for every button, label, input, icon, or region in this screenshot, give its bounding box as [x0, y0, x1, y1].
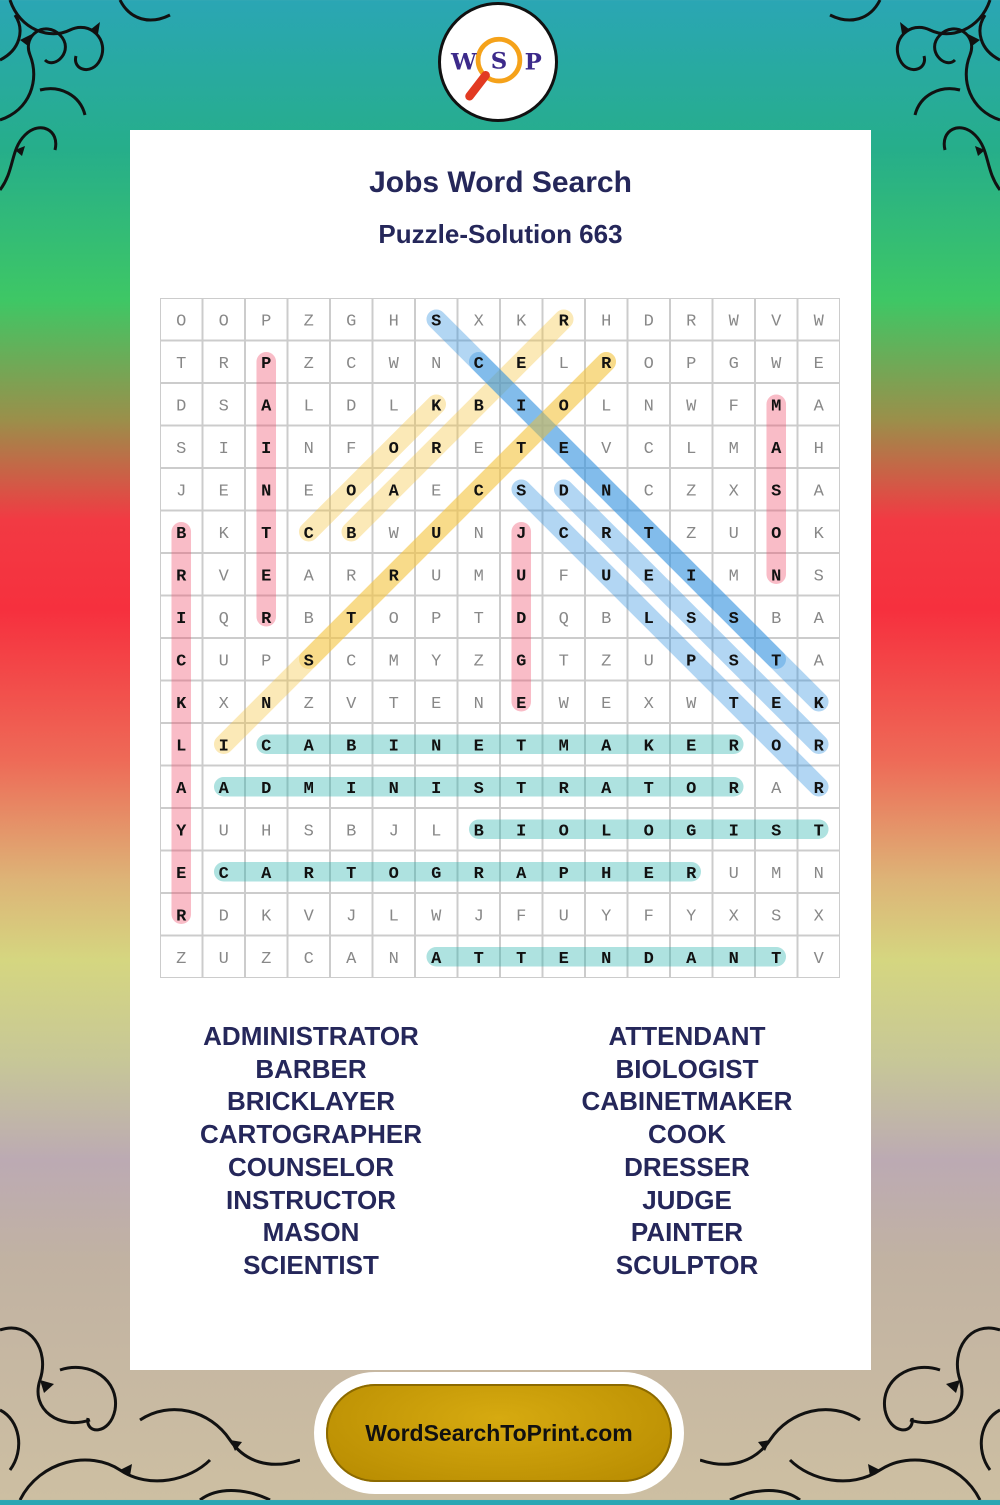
word-list-item: BIOLOGIST — [615, 1053, 759, 1084]
logo — [438, 2, 558, 122]
grid-letter: W — [388, 354, 399, 374]
grid-letter-found: A — [516, 864, 527, 884]
grid-letter: W — [388, 524, 399, 544]
grid-letter: J — [346, 907, 357, 927]
logo-letter-s: S — [490, 48, 508, 75]
grid-letter: I — [218, 439, 229, 459]
grid-letter: U — [218, 822, 229, 842]
grid-letter-found: R — [558, 312, 569, 332]
grid-letter-found: O — [771, 737, 782, 757]
grid-letter-found: S — [686, 609, 697, 629]
grid-letter: U — [218, 652, 229, 672]
grid-letter: X — [218, 694, 229, 714]
grid-letter-found: R — [686, 864, 697, 884]
grid-letter-found: R — [813, 779, 824, 799]
grid-letter-found: E — [686, 737, 697, 757]
grid-letter: N — [388, 949, 399, 969]
grid-letter-found: U — [431, 524, 442, 544]
grid-letter-found: B — [473, 822, 484, 842]
grid-letter: Z — [176, 949, 187, 969]
grid-letter: W — [771, 354, 782, 374]
site-link-label: WordSearchToPrint.com — [365, 1419, 633, 1446]
grid-letter: P — [261, 652, 272, 672]
grid-letter-found: T — [346, 609, 357, 629]
grid-letter: A — [813, 652, 824, 672]
grid-letter-found: T — [643, 524, 654, 544]
grid-letter: Y — [431, 652, 442, 672]
grid-letter-found: R — [388, 567, 399, 587]
grid-letter-found: J — [516, 524, 527, 544]
grid-letter-found: E — [516, 694, 527, 714]
grid-letter-found: E — [558, 439, 569, 459]
grid-letter-found: A — [601, 779, 612, 799]
grid-letter: V — [771, 312, 782, 332]
grid-letter: S — [303, 822, 314, 842]
grid-letter-found: I — [516, 397, 527, 417]
page-title: Jobs Word Search — [369, 166, 632, 199]
word-list-item: COOK — [648, 1119, 726, 1150]
grid-letter: E — [473, 439, 484, 459]
grid-letter: X — [728, 482, 739, 502]
grid-letter-found: D — [516, 609, 527, 629]
grid-letter: P — [686, 354, 697, 374]
word-list-item: CARTOGRAPHER — [200, 1119, 422, 1150]
grid-letter-found: H — [601, 864, 612, 884]
grid-letter-found: I — [388, 737, 399, 757]
grid-letter-found: R — [813, 737, 824, 757]
grid-letter: L — [303, 397, 314, 417]
grid-letter-found: O — [346, 482, 357, 502]
grid-letter: B — [601, 609, 612, 629]
grid-letter-found: B — [473, 397, 484, 417]
grid-letter: B — [771, 609, 782, 629]
grid-letter-found: R — [261, 609, 272, 629]
grid-letter: T — [473, 609, 484, 629]
site-link-button[interactable] — [326, 1384, 672, 1482]
grid-letter: O — [176, 312, 187, 332]
grid-letter: U — [728, 524, 739, 544]
grid-letter-found: N — [388, 779, 399, 799]
grid-letter-found: S — [473, 779, 484, 799]
grid-letter: N — [643, 397, 654, 417]
grid-letter-found: I — [261, 439, 272, 459]
grid-letter: S — [218, 397, 229, 417]
word-list-item: DRESSER — [624, 1151, 750, 1182]
puzzle-card — [130, 130, 871, 1370]
grid-letter-found: E — [176, 864, 187, 884]
grid-letter-found: K — [643, 737, 654, 757]
grid-letter-found: B — [346, 737, 357, 757]
logo-letter-p: P — [524, 49, 542, 76]
grid-letter-found: C — [473, 482, 484, 502]
grid-letter-found: Y — [176, 822, 187, 842]
grid-letter: H — [388, 312, 399, 332]
grid-letter-found: I — [218, 737, 229, 757]
word-list-item: COUNSELOR — [227, 1151, 395, 1182]
grid-letter-found: I — [176, 609, 187, 629]
grid-letter-found: T — [346, 864, 357, 884]
grid-letter-found: C — [261, 737, 272, 757]
grid-letter: V — [601, 439, 612, 459]
grid-letter-found: D — [558, 482, 569, 502]
grid-letter-found: P — [686, 652, 697, 672]
grid-letter-found: A — [176, 779, 187, 799]
grid-letter-found: S — [431, 312, 442, 332]
grid-letter-found: I — [686, 567, 697, 587]
grid-letter: L — [686, 439, 697, 459]
footer-pill — [314, 1372, 684, 1494]
word-list-item: SCIENTIST — [243, 1249, 379, 1280]
grid-letter: U — [218, 949, 229, 969]
grid-letter-found: G — [516, 652, 527, 672]
grid-letter: U — [558, 907, 569, 927]
grid-letter-found: R — [601, 524, 612, 544]
grid-letter-found: A — [771, 439, 782, 459]
grid-letter-found: O — [388, 439, 399, 459]
grid-letter: F — [558, 567, 569, 587]
grid-letter: F — [728, 397, 739, 417]
grid-letter-found: T — [516, 779, 527, 799]
grid-letter: L — [601, 397, 612, 417]
grid-letter: Z — [303, 354, 314, 374]
grid-letter-found: R — [601, 354, 612, 374]
grid-letter: R — [686, 312, 697, 332]
grid-letter-found: C — [303, 524, 314, 544]
grid-letter-found: G — [431, 864, 442, 884]
grid-letter: E — [431, 694, 442, 714]
grid-letter-found: R — [473, 864, 484, 884]
grid-letter-found: E — [771, 694, 782, 714]
grid-letter: J — [388, 822, 399, 842]
grid-letter: Q — [218, 609, 229, 629]
grid-letter: H — [601, 312, 612, 332]
logo-letter-w: W — [450, 49, 477, 76]
grid-letter: D — [218, 907, 229, 927]
grid-letter: H — [261, 822, 272, 842]
grid-letter-found: G — [686, 822, 697, 842]
grid-letter-found: N — [261, 694, 272, 714]
grid-letter-found: O — [558, 397, 569, 417]
grid-letter: L — [558, 354, 569, 374]
grid-letter-found: T — [771, 949, 782, 969]
grid-letter: X — [643, 694, 654, 714]
grid-letter-found: M — [303, 779, 314, 799]
grid-letter: K — [813, 524, 824, 544]
grid-letter-found: A — [218, 779, 229, 799]
grid-letter-found: T — [771, 652, 782, 672]
grid-letter: U — [643, 652, 654, 672]
grid-letter-found: R — [303, 864, 314, 884]
grid-letter-found: E — [643, 567, 654, 587]
grid-letter-found: O — [686, 779, 697, 799]
grid-letter: P — [431, 609, 442, 629]
grid-letter-found: T — [643, 779, 654, 799]
grid-letter-found: L — [176, 737, 187, 757]
grid-letter: R — [346, 567, 357, 587]
grid-letter-found: T — [516, 737, 527, 757]
word-list-item: ATTENDANT — [608, 1021, 766, 1051]
grid-letter: C — [303, 949, 314, 969]
grid-letter: D — [176, 397, 187, 417]
grid-letter-found: A — [431, 949, 442, 969]
grid-letter-found: N — [771, 567, 782, 587]
grid-letter: T — [176, 354, 187, 374]
grid-letter: M — [388, 652, 399, 672]
grid-letter: W — [431, 907, 442, 927]
grid-letter-found: M — [558, 737, 569, 757]
grid-letter-found: U — [601, 567, 612, 587]
grid-letter: V — [813, 949, 824, 969]
grid-letter-found: N — [261, 482, 272, 502]
grid-letter: K — [261, 907, 272, 927]
grid-letter-found: K — [813, 694, 824, 714]
grid-letter-found: C — [473, 354, 484, 374]
grid-letter-found: N — [728, 949, 739, 969]
grid-letter-found: R — [558, 779, 569, 799]
grid-letter: K — [218, 524, 229, 544]
grid-letter-found: S — [771, 482, 782, 502]
grid-letter-found: I — [516, 822, 527, 842]
grid-letter-found: C — [558, 524, 569, 544]
grid-letter: B — [346, 822, 357, 842]
grid-letter: Z — [601, 652, 612, 672]
grid-letter: F — [643, 907, 654, 927]
grid-letter: F — [346, 439, 357, 459]
grid-letter: C — [643, 439, 654, 459]
grid-letter: Z — [686, 482, 697, 502]
grid-letter-found: N — [431, 737, 442, 757]
grid-letter: X — [813, 907, 824, 927]
grid-letter: Q — [558, 609, 569, 629]
grid-letter: M — [473, 567, 484, 587]
grid-letter: E — [431, 482, 442, 502]
grid-letter: A — [813, 482, 824, 502]
word-list-item: SCULPTOR — [615, 1249, 759, 1280]
grid-letter-found: A — [261, 397, 272, 417]
grid-letter-found: D — [261, 779, 272, 799]
grid-letter: U — [728, 864, 739, 884]
grid-letter-found: O — [771, 524, 782, 544]
word-list-item: JUDGE — [642, 1184, 732, 1215]
grid-letter-found: T — [261, 524, 272, 544]
grid-letter: P — [261, 312, 272, 332]
grid-letter-found: T — [516, 949, 527, 969]
grid-letter-found: N — [601, 949, 612, 969]
grid-letter-found: N — [601, 482, 612, 502]
grid-letter-found: O — [558, 822, 569, 842]
grid-letter: X — [473, 312, 484, 332]
grid-letter: M — [728, 567, 739, 587]
grid-letter-found: E — [473, 737, 484, 757]
grid-letter: V — [218, 567, 229, 587]
grid-letter: Y — [601, 907, 612, 927]
grid-letter: W — [728, 312, 739, 332]
grid-letter-found: L — [601, 822, 612, 842]
grid-letter-found: E — [558, 949, 569, 969]
grid-letter: A — [771, 779, 782, 799]
grid-letter: H — [813, 439, 824, 459]
grid-letter-found: I — [431, 779, 442, 799]
grid-letter: Z — [261, 949, 272, 969]
grid-letter: L — [388, 397, 399, 417]
grid-letter-found: U — [516, 567, 527, 587]
grid-letter: T — [558, 652, 569, 672]
grid-letter-found: E — [643, 864, 654, 884]
grid-letter: E — [303, 482, 314, 502]
grid-letter-found: E — [516, 354, 527, 374]
grid-letter: Z — [473, 652, 484, 672]
grid-letter-found: A — [303, 737, 314, 757]
grid-letter: N — [813, 864, 824, 884]
word-list-item: ADMINISTRATOR — [203, 1021, 419, 1051]
word-list-item: BARBER — [255, 1053, 367, 1084]
grid-letter-found: I — [346, 779, 357, 799]
grid-letter: N — [473, 524, 484, 544]
grid-letter: A — [303, 567, 314, 587]
grid-letter: S — [176, 439, 187, 459]
grid-letter-found: S — [728, 652, 739, 672]
page-subtitle: Puzzle-Solution 663 — [378, 219, 623, 249]
grid-letter: D — [643, 312, 654, 332]
grid-letter: W — [558, 694, 569, 714]
grid-letter: B — [303, 609, 314, 629]
grid-letter: O — [643, 354, 654, 374]
grid-letter: L — [388, 907, 399, 927]
grid-canvas — [160, 298, 840, 978]
grid-letter-found: I — [728, 822, 739, 842]
grid-letter-found: T — [473, 949, 484, 969]
grid-letter: R — [218, 354, 229, 374]
grid-letter: M — [728, 439, 739, 459]
grid-letter: G — [728, 354, 739, 374]
word-list-item: CABINETMAKER — [581, 1086, 793, 1117]
grid-letter-found: A — [388, 482, 399, 502]
word-list-right — [517, 1020, 857, 1282]
word-list-item: INSTRUCTOR — [226, 1184, 396, 1215]
grid-letter: E — [218, 482, 229, 502]
grid-letter-found: R — [431, 439, 442, 459]
grid-letter-found: T — [728, 694, 739, 714]
grid-letter: E — [601, 694, 612, 714]
grid-letter: V — [346, 694, 357, 714]
grid-letter: S — [771, 907, 782, 927]
grid-letter-found: S — [516, 482, 527, 502]
grid-letter-found: D — [643, 949, 654, 969]
word-list-item: BRICKLAYER — [226, 1086, 396, 1117]
grid-letter-found: O — [643, 822, 654, 842]
grid-letter-found: S — [728, 609, 739, 629]
grid-letter-found: C — [176, 652, 187, 672]
grid-letter: A — [813, 397, 824, 417]
grid-letter: F — [516, 907, 527, 927]
grid-letter: J — [473, 907, 484, 927]
grid-letter-found: S — [771, 822, 782, 842]
grid-letter-found: K — [431, 397, 442, 417]
grid-letter: A — [813, 609, 824, 629]
word-search-grid — [160, 298, 840, 978]
grid-letter: D — [346, 397, 357, 417]
grid-letter: J — [176, 482, 187, 502]
grid-letter: Y — [686, 907, 697, 927]
grid-letter-found: C — [218, 864, 229, 884]
word-list-item: PAINTER — [630, 1217, 744, 1248]
grid-letter: C — [346, 652, 357, 672]
grid-letter: S — [813, 567, 824, 587]
grid-letter: W — [686, 694, 697, 714]
grid-letter: K — [516, 312, 527, 332]
grid-letter: G — [346, 312, 357, 332]
grid-letter: V — [303, 907, 314, 927]
grid-letter: Z — [686, 524, 697, 544]
grid-letter-found: B — [176, 524, 187, 544]
grid-letter: L — [431, 822, 442, 842]
grid-letter: O — [388, 609, 399, 629]
grid-letter-found: O — [388, 864, 399, 884]
grid-letter: Z — [303, 312, 314, 332]
grid-letter-found: A — [686, 949, 697, 969]
grid-letter: N — [473, 694, 484, 714]
grid-letter-found: P — [261, 354, 272, 374]
grid-letter-found: A — [601, 737, 612, 757]
grid-letter: E — [813, 354, 824, 374]
grid-letter: W — [686, 397, 697, 417]
grid-letter: M — [771, 864, 782, 884]
grid-letter: A — [346, 949, 357, 969]
grid-letter: C — [346, 354, 357, 374]
grid-letter: T — [388, 694, 399, 714]
grid-letter-found: A — [261, 864, 272, 884]
grid-letter-found: T — [516, 439, 527, 459]
grid-letter: N — [303, 439, 314, 459]
grid-letter-found: S — [303, 652, 314, 672]
grid-letter-found: T — [813, 822, 824, 842]
grid-letter: X — [728, 907, 739, 927]
grid-letter-found: L — [643, 609, 654, 629]
grid-letter-found: R — [728, 737, 739, 757]
grid-letter-found: P — [558, 864, 569, 884]
grid-letter: O — [218, 312, 229, 332]
grid-letter: U — [431, 567, 442, 587]
grid-letter-found: E — [261, 567, 272, 587]
grid-letter-found: R — [176, 567, 187, 587]
grid-letter: Z — [303, 694, 314, 714]
grid-letter-found: R — [728, 779, 739, 799]
grid-letter: N — [431, 354, 442, 374]
word-list-item: MASON — [262, 1217, 360, 1248]
grid-letter-found: B — [346, 524, 357, 544]
grid-letter: C — [643, 482, 654, 502]
grid-letter-found: R — [176, 907, 187, 927]
grid-letter-found: M — [771, 397, 782, 417]
grid-letter-found: K — [176, 694, 187, 714]
grid-letter: W — [813, 312, 824, 332]
word-list-left — [141, 1020, 481, 1282]
